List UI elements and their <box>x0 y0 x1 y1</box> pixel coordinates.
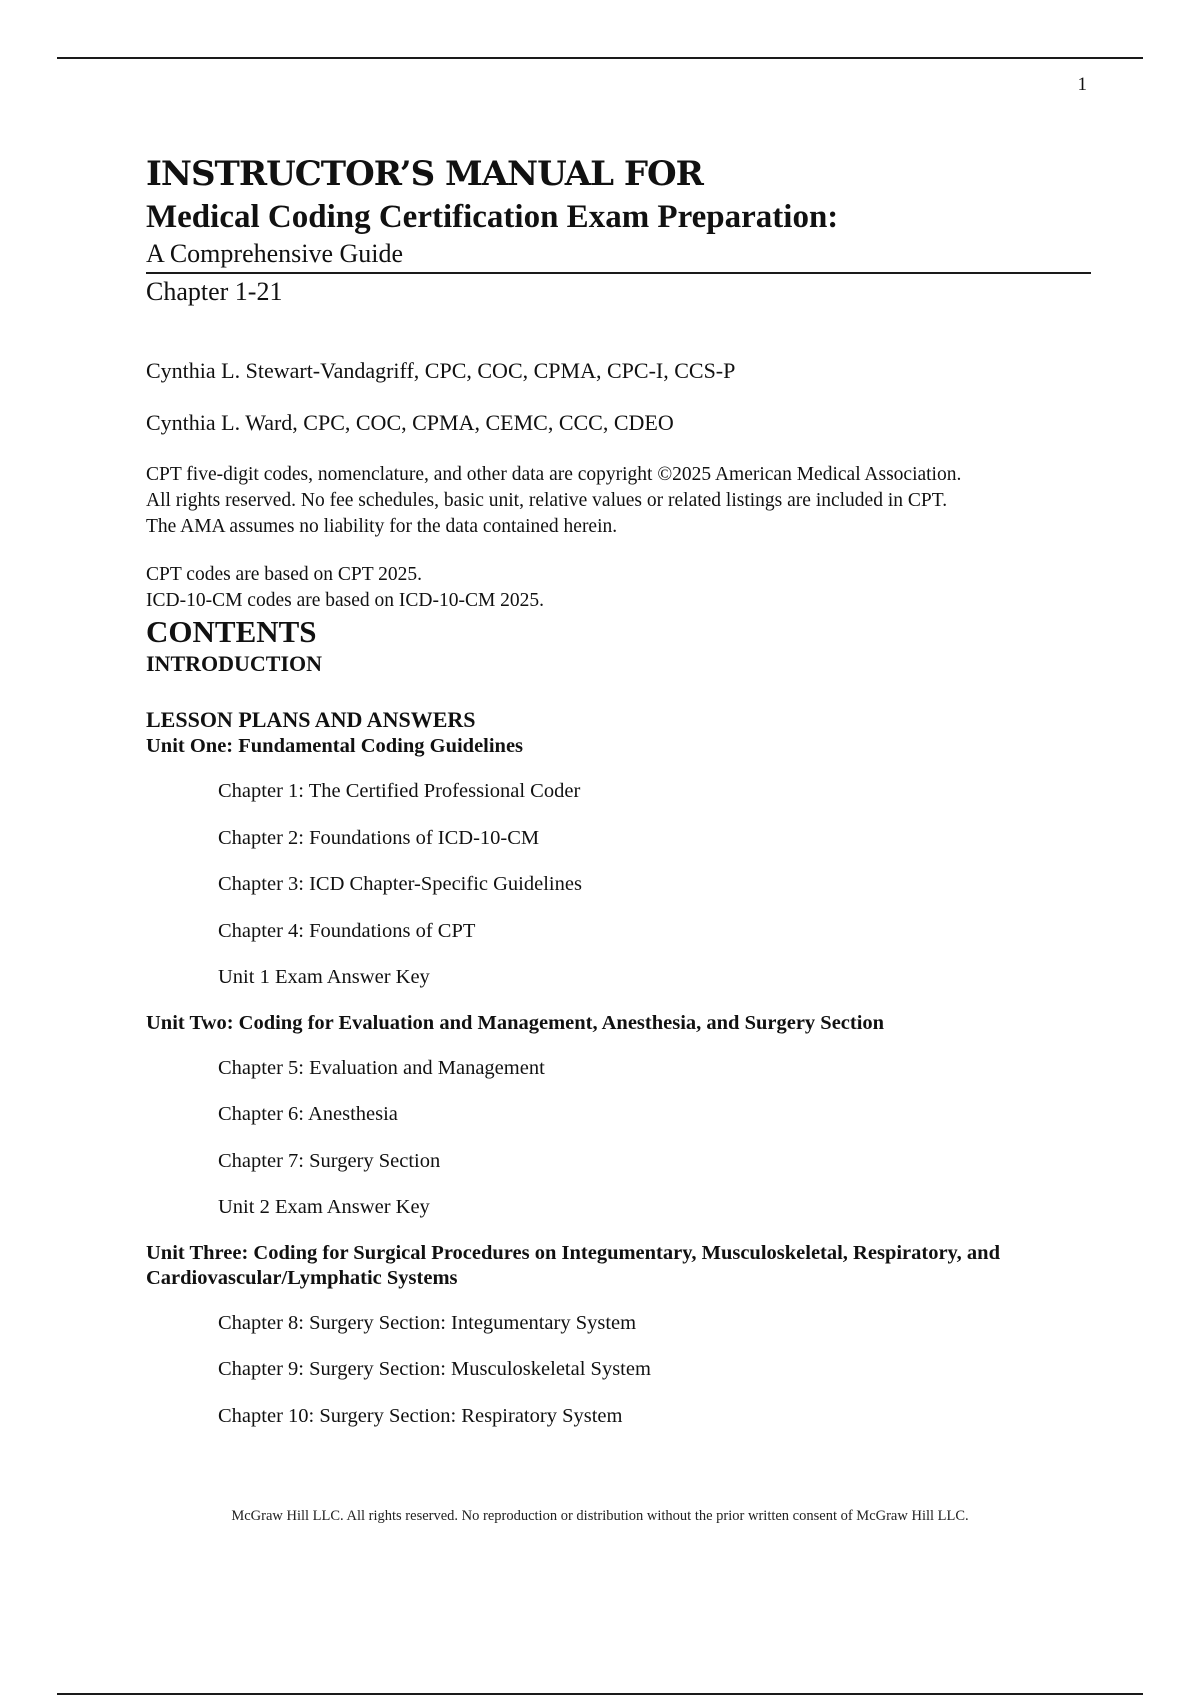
contents-heading: CONTENTS <box>146 614 317 649</box>
copyright-notice <box>146 462 1091 540</box>
toc-lesson-plans-heading: LESSON PLANS AND ANSWERS <box>146 707 476 732</box>
toc-item-unit-1-exam[interactable]: Unit 1 Exam Answer Key <box>218 966 430 988</box>
toc-item-chapter-9[interactable]: Chapter 9: Surgery Section: Musculoskeletal System <box>218 1358 651 1380</box>
toc-unit-two-title[interactable]: Unit Two: Coding for Evaluation and Management, Anesthesia, and Surgery Section <box>146 1011 885 1034</box>
toc-item-chapter-2[interactable]: Chapter 2: Foundations of ICD-10-CM <box>218 826 540 849</box>
toc-unit-three-title-line: Cardiovascular/Lymphatic Systems <box>146 1266 458 1289</box>
author-2: Cynthia L. Ward, CPC, COC, CPMA, CEMC, CCC, CDEO <box>146 410 674 435</box>
code-version-notes <box>146 562 1091 614</box>
toc-item-chapter-3[interactable]: Chapter 3: ICD Chapter-Specific Guidelines <box>218 873 582 895</box>
page-footer: McGraw Hill LLC. All rights reserved. No reproduction or distribution without the prior written consent of McGraw Hill LLC. <box>231 1508 969 1524</box>
top-rule <box>57 57 1143 59</box>
copyright-line: CPT five-digit codes, nomenclature, and other data are copyright ©2025 American Medical Association. <box>146 464 962 485</box>
toc-item-chapter-8[interactable]: Chapter 8: Surgery Section: Integumentary System <box>218 1311 637 1334</box>
toc-item-unit-2-exam[interactable]: Unit 2 Exam Answer Key <box>218 1196 430 1218</box>
toc-item-chapter-6[interactable]: Chapter 6: Anesthesia <box>218 1103 398 1125</box>
page-number: 1 <box>1077 74 1087 95</box>
toc-item-chapter-4[interactable]: Chapter 4: Foundations of CPT <box>218 919 476 942</box>
chapter-range: Chapter 1-21 <box>146 277 283 306</box>
toc-item-chapter-7[interactable]: Chapter 7: Surgery Section <box>218 1149 441 1172</box>
toc-item-chapter-5[interactable]: Chapter 5: Evaluation and Management <box>218 1056 545 1079</box>
toc-unit-three-title-line: Unit Three: Coding for Surgical Procedures on Integumentary, Musculoskeletal, Respiratory, and <box>146 1241 1000 1264</box>
toc-item-chapter-1[interactable]: Chapter 1: The Certified Professional Coder <box>218 780 581 802</box>
page-content <box>146 152 1091 1449</box>
manual-title: INSTRUCTOR’S MANUAL FOR <box>146 154 703 194</box>
book-subtitle: A Comprehensive Guide <box>146 238 1091 274</box>
bottom-rule <box>57 1693 1143 1695</box>
icd-version-note: ICD-10-CM codes are based on ICD-10-CM 2025. <box>146 590 545 611</box>
author-1: Cynthia L. Stewart-Vandagriff, CPC, COC, CPMA, CPC-I, CCS-P <box>146 358 736 383</box>
toc-unit-one-title[interactable]: Unit One: Fundamental Coding Guidelines <box>146 735 524 757</box>
toc-item-chapter-10[interactable]: Chapter 10: Surgery Section: Respiratory System <box>218 1404 623 1427</box>
copyright-line: The AMA assumes no liability for the data contained herein. <box>146 516 618 537</box>
toc-unit-three-title[interactable] <box>146 1241 1091 1291</box>
book-title: Medical Coding Certification Exam Preparation: <box>146 199 839 235</box>
copyright-line: All rights reserved. No fee schedules, basic unit, relative values or related listings are included in CPT. <box>146 490 948 511</box>
toc-introduction[interactable]: INTRODUCTION <box>146 651 323 676</box>
cpt-version-note: CPT codes are based on CPT 2025. <box>146 564 423 585</box>
